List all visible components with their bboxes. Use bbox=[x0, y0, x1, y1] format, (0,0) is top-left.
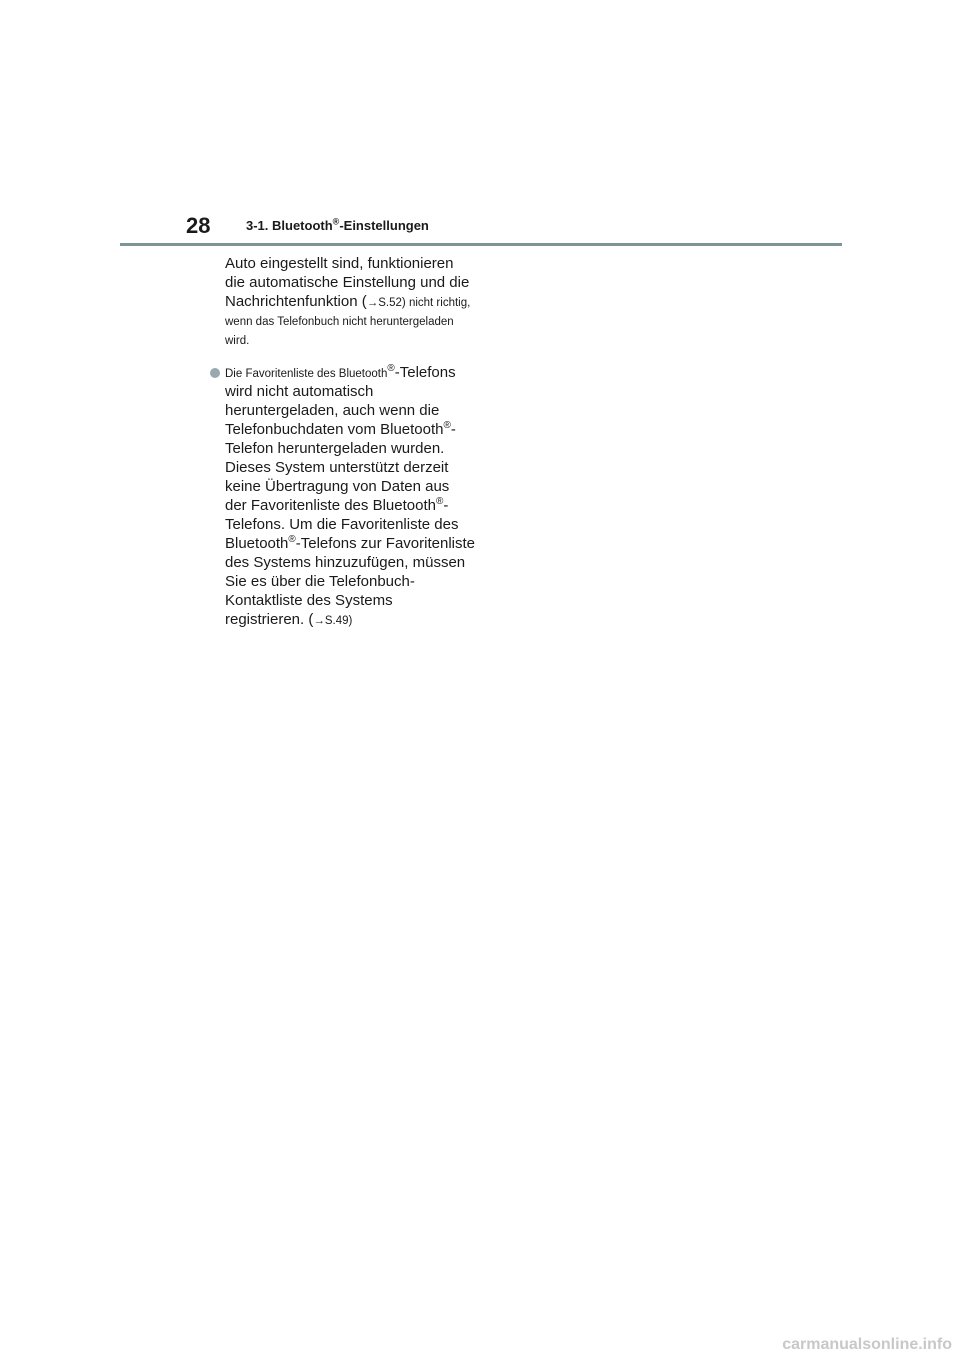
registered-mark: ® bbox=[387, 363, 395, 374]
section-title-prefix: 3-1. Bluetooth bbox=[246, 218, 333, 233]
page-number: 28 bbox=[186, 213, 211, 238]
page-reference[interactable]: S.52) bbox=[378, 297, 406, 309]
registered-mark: ® bbox=[443, 420, 451, 431]
bullet-dot-icon bbox=[210, 368, 220, 378]
arrow-icon: → bbox=[313, 615, 325, 627]
bullet-text-a: Die Favoritenliste des Bluetooth bbox=[225, 368, 388, 380]
footer-watermark: carmanualsonline.info bbox=[782, 1336, 952, 1353]
paragraph-text-a: Auto eingestellt sind, funktionieren die automatische Einstellung und die Nachrichtenfunktion ( bbox=[225, 255, 470, 310]
bullet-item bbox=[225, 363, 475, 629]
page-reference[interactable]: S.49) bbox=[324, 615, 353, 627]
bullet-text-c: -Telefon heruntergeladen wurden. Dieses System unterstützt derzeit keine Übertragung von Daten aus der Favoritenliste des Bluetooth bbox=[225, 421, 456, 514]
header-rule bbox=[120, 243, 842, 246]
paragraph-continued bbox=[225, 254, 475, 349]
bullet-text-b: -Telefons wird nicht automatisch heruntergeladen, auch wenn die Telefonbuchdaten vom Bluetooth bbox=[225, 364, 456, 438]
body-column bbox=[225, 254, 475, 629]
bullet-text-d: -Telefons. Um die Favoritenliste des Bluetooth bbox=[225, 497, 459, 552]
registered-mark: ® bbox=[435, 496, 444, 507]
arrow-icon: → bbox=[366, 297, 379, 309]
section-title bbox=[246, 216, 429, 236]
section-title-suffix: -Einstellungen bbox=[339, 218, 429, 233]
registered-mark: ® bbox=[288, 534, 296, 545]
paragraph-text-b: nicht richtig, wenn das Telefonbuch nicht heruntergeladen wird. bbox=[225, 297, 471, 347]
bullet-text-e: -Telefons zur Favoritenliste des Systems hinzuzufügen, müssen Sie es über die Telefonbuch-Kontaktliste des Systems registrieren. ( bbox=[225, 535, 476, 628]
registered-mark: ® bbox=[332, 216, 340, 227]
